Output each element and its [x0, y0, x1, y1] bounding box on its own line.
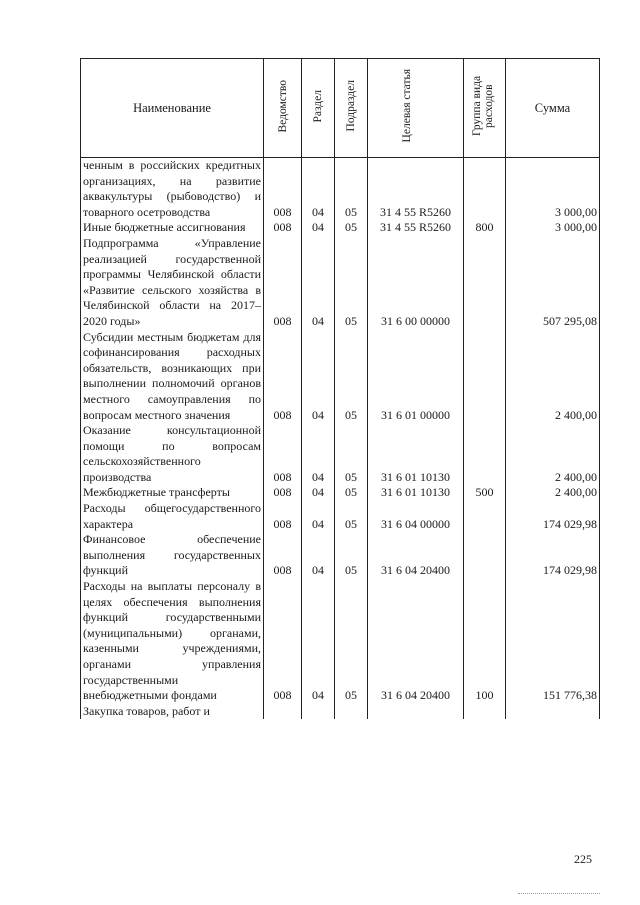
table-row: [81, 579, 600, 704]
cell-dept: 008: [264, 501, 302, 532]
cell-section: 04: [302, 423, 335, 485]
cell-subsection: 05: [335, 330, 368, 424]
cell-expense-group: [464, 158, 506, 221]
cell-name: Иные бюджетные ассигнования: [81, 220, 264, 236]
cell-section: 04: [302, 579, 335, 704]
table-row: [81, 158, 600, 221]
table-row: [81, 532, 600, 579]
cell-expense-group: [464, 532, 506, 579]
table-row: [81, 236, 600, 330]
header-dept: Ведомство: [264, 59, 302, 158]
cell-sum: 507 295,08: [506, 236, 600, 330]
cell-sum: 3 000,00: [506, 220, 600, 236]
cell-target: 31 4 55 R5260: [368, 158, 464, 221]
cell-sum: 2 400,00: [506, 423, 600, 485]
budget-table: [80, 58, 600, 719]
header-target: Целевая статья: [368, 59, 464, 158]
cell-name: Межбюджетные трансферты: [81, 485, 264, 501]
cell-dept: 008: [264, 236, 302, 330]
cell-sum: 2 400,00: [506, 485, 600, 501]
cell-expense-group: [464, 236, 506, 330]
table-row: [81, 220, 600, 236]
cell-dept: 008: [264, 485, 302, 501]
table-body: [81, 158, 600, 720]
header-subsection: Подраздел: [335, 59, 368, 158]
cell-target: 31 6 01 10130: [368, 423, 464, 485]
cell-name: Расходы общегосударственного характера: [81, 501, 264, 532]
cell-section: 04: [302, 330, 335, 424]
cell-target: 31 6 04 20400: [368, 532, 464, 579]
cell-name: Расходы на выплаты персоналу в целях обеспечения выполнения функций государственными (муниципальными) органами, казенными учреждениями, органами управления государственными внебюджетными фондами: [81, 579, 264, 704]
table-header-row: [81, 59, 600, 158]
cell-section: 04: [302, 158, 335, 221]
cell-section: 04: [302, 501, 335, 532]
table-row: [81, 423, 600, 485]
cell-sum: 151 776,38: [506, 579, 600, 704]
cell-subsection: 05: [335, 485, 368, 501]
cell-subsection: 05: [335, 423, 368, 485]
cell-subsection: 05: [335, 532, 368, 579]
cell-section: 04: [302, 220, 335, 236]
table-row: [81, 704, 600, 720]
cell-dept: 008: [264, 532, 302, 579]
cell-subsection: 05: [335, 158, 368, 221]
cell-dept: 008: [264, 330, 302, 424]
cell-sum: 174 029,98: [506, 501, 600, 532]
cell-target: 31 6 01 00000: [368, 330, 464, 424]
cell-sum: 2 400,00: [506, 330, 600, 424]
cell-target: 31 6 01 10130: [368, 485, 464, 501]
cell-target: 31 6 00 00000: [368, 236, 464, 330]
cell-section: 04: [302, 485, 335, 501]
cell-expense-group: [464, 501, 506, 532]
cell-subsection: [335, 704, 368, 720]
cell-expense-group: 800: [464, 220, 506, 236]
cell-sum: [506, 704, 600, 720]
cell-name: Финансовое обеспечение выполнения государственных функций: [81, 532, 264, 579]
cell-expense-group: [464, 423, 506, 485]
cell-target: [368, 704, 464, 720]
table-row: [81, 501, 600, 532]
cell-dept: 008: [264, 220, 302, 236]
cell-subsection: 05: [335, 579, 368, 704]
page-number: 225: [574, 852, 592, 866]
header-section: Раздел: [302, 59, 335, 158]
table-row: [81, 330, 600, 424]
cell-section: 04: [302, 532, 335, 579]
cell-sum: 3 000,00: [506, 158, 600, 221]
cell-section: [302, 704, 335, 720]
cell-subsection: 05: [335, 236, 368, 330]
cell-dept: 008: [264, 579, 302, 704]
cell-name: Оказание консультационной помощи по вопросам сельскохозяйственного производства: [81, 423, 264, 485]
cell-subsection: 05: [335, 220, 368, 236]
header-sum: Сумма: [506, 59, 600, 158]
header-name: Наименование: [81, 59, 264, 158]
cell-dept: [264, 704, 302, 720]
cell-expense-group: [464, 704, 506, 720]
cell-target: 31 6 04 20400: [368, 579, 464, 704]
cell-name: Подпрограмма «Управление реализацией государственной программы Челябинской области «Развитие сельского хозяйства в Челябинской области на 2017–2020 годы»: [81, 236, 264, 330]
cell-subsection: 05: [335, 501, 368, 532]
cell-sum: 174 029,98: [506, 532, 600, 579]
cell-expense-group: [464, 330, 506, 424]
cell-target: 31 6 04 00000: [368, 501, 464, 532]
header-expense-group: Группа вида расходов: [464, 59, 506, 158]
cell-name: ченным в российских кредитных организациях, на развитие аквакультуры (рыбоводство) и товарного осетроводства: [81, 158, 264, 221]
cell-name: Закупка товаров, работ и: [81, 704, 264, 720]
cell-dept: 008: [264, 158, 302, 221]
cell-target: 31 4 55 R5260: [368, 220, 464, 236]
cell-name: Субсидии местным бюджетам для софинансирования расходных обязательств, возникающих при выполнении полномочий органов местного самоуправления по вопросам местного значения: [81, 330, 264, 424]
cell-dept: 008: [264, 423, 302, 485]
cell-section: 04: [302, 236, 335, 330]
cell-expense-group: 500: [464, 485, 506, 501]
cell-expense-group: 100: [464, 579, 506, 704]
footer-rule: [518, 893, 600, 894]
table-row: [81, 485, 600, 501]
